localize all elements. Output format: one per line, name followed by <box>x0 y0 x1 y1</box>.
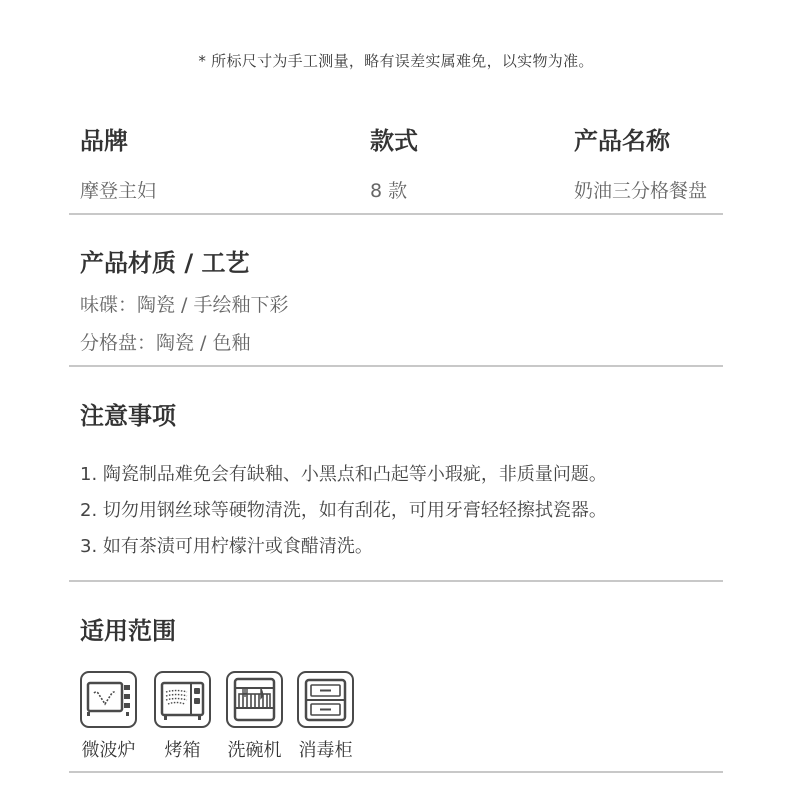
usage-label-sterilizer-cabinet: 消毒柜 <box>298 740 353 761</box>
usage-label-dishwasher: 洗碗机 <box>227 740 282 761</box>
info-header-product-name: 产品名称 <box>574 127 670 155</box>
info-value-brand: 摩登主妇 <box>80 180 157 202</box>
material-line: 味碟：陶瓷 / 手绘釉下彩 <box>80 294 289 316</box>
divider <box>69 213 723 215</box>
notice-item: 2. 切勿用钢丝球等硬物清洗，如有刮花，可用牙膏轻轻擦拭瓷器。 <box>80 500 607 521</box>
notice-title: 注意事项 <box>80 402 176 430</box>
usage-title: 适用范围 <box>80 617 176 645</box>
material-line: 分格盘：陶瓷 / 色釉 <box>80 332 251 354</box>
divider <box>69 771 723 773</box>
info-value-style: 8 款 <box>370 180 408 202</box>
divider <box>69 365 723 367</box>
dishwasher-icon <box>226 671 283 728</box>
notice-item: 1. 陶瓷制品难免会有缺釉、小黑点和凸起等小瑕疵，非质量问题。 <box>80 464 607 485</box>
sterilizer-cabinet-icon <box>297 671 354 728</box>
notice-item: 3. 如有茶渍可用柠檬汁或食醋清洗。 <box>80 536 373 557</box>
info-header-style: 款式 <box>370 127 418 155</box>
usage-label-oven: 烤箱 <box>164 740 201 761</box>
oven-icon <box>154 671 211 728</box>
material-title: 产品材质 / 工艺 <box>80 249 250 277</box>
measurement-note: * 所标尺寸为手工测量，略有误差实属难免，以实物为准。 <box>198 52 594 70</box>
usage-label-microwave: 微波炉 <box>81 740 136 761</box>
info-value-product-name: 奶油三分格餐盘 <box>574 180 708 202</box>
microwave-icon <box>80 671 137 728</box>
info-header-brand: 品牌 <box>80 127 128 155</box>
divider <box>69 580 723 582</box>
